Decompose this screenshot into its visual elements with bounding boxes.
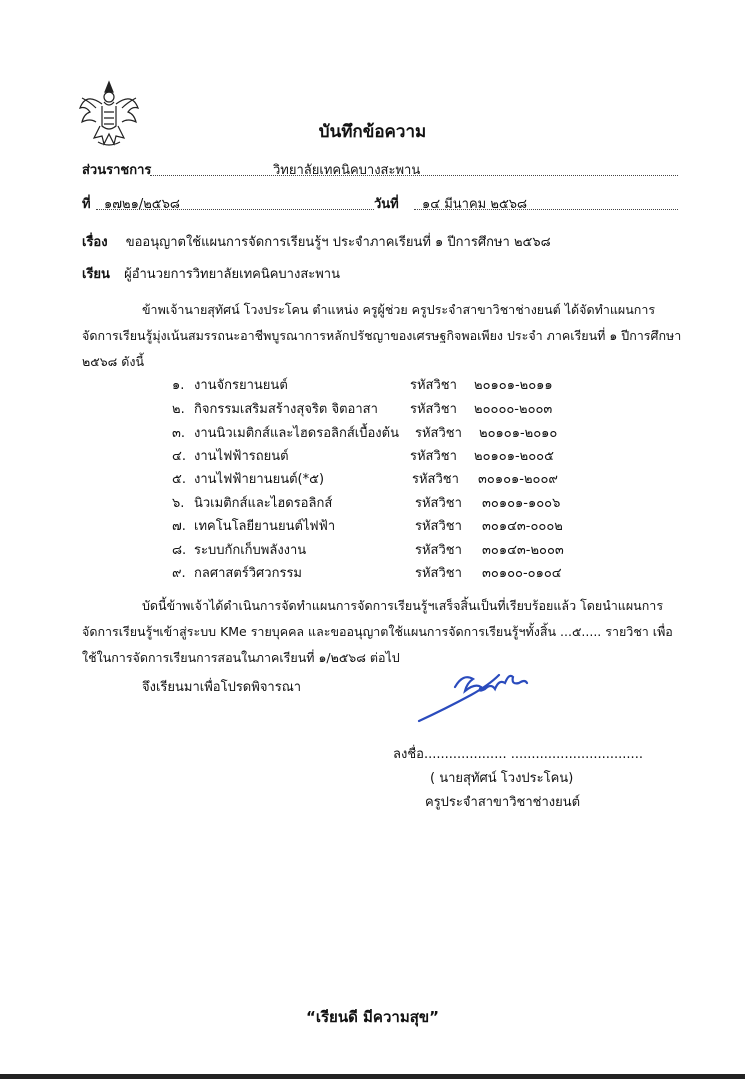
course-name: งานไฟฟ้ารถยนต์: [194, 449, 289, 464]
course-name: งานนิวเมติกส์และไฮดรอลิกส์เบื้องต้น: [194, 426, 399, 441]
course-name: งานไฟฟ้ายานยนต์(*๕): [194, 472, 325, 487]
body-paragraph-1: [82, 297, 682, 375]
subject-value: ขออนุญาตใช้แผนการจัดการเรียนรู้ฯ ประจำภาคเรียนที่ ๑ ปีการศึกษา ๒๕๖๘: [125, 235, 551, 250]
date-value: ๑๔ มีนาคม ๒๕๖๘: [422, 197, 528, 212]
course-code: ๒๐๑๐๑-๒๐๑๐: [479, 426, 558, 441]
course-code-label: รหัสวิชา: [415, 496, 462, 511]
course-number: ๓.: [172, 426, 186, 441]
course-number: ๔.: [172, 449, 186, 464]
course-number: ๙.: [172, 566, 186, 581]
body-paragraph-1-text: ข้าพเจ้านายสุทัศน์ โวงประโคน ตำแหน่ง ครูผู้ช่วย ครูประจำสาขาวิชาช่างยนต์ ได้จัดทำแผนการจัดการเรียนรู้มุ่งเน้นสมรรถนะอาชีพบูรณาการหลักปรัชญาของเศรษฐกิจพอเพียง ประจำ ภาคเรียนที่ ๑ ปีการศึกษา ๒๕๖๘ ดังนี้: [82, 302, 682, 369]
page-title: บันทึกข้อความ: [318, 122, 427, 142]
agency-label: ส่วนราชการ: [82, 163, 152, 178]
list-item: [172, 422, 592, 444]
agency-value: วิทยาลัยเทคนิคบางสะพาน: [273, 163, 421, 178]
course-name: กลศาสตร์วิศวกรรม: [194, 566, 303, 581]
ref-label: ที่: [82, 197, 91, 212]
list-item: [172, 468, 592, 490]
course-code-label: รหัสวิชา: [415, 519, 462, 534]
course-name: กิจกรรมเสริมสร้างสุจริต จิตอาสา: [194, 402, 378, 417]
course-code: ๓๐๑๔๓-๒๐๐๓: [482, 543, 564, 558]
course-number: ๖.: [172, 496, 185, 511]
course-number: ๘.: [172, 543, 187, 558]
list-item: [172, 374, 592, 396]
course-code-label: รหัสวิชา: [410, 449, 457, 464]
list-item: [172, 398, 592, 420]
bottom-border: [0, 1074, 745, 1079]
course-code: ๒๐๐๐๐-๒๐๐๓: [474, 402, 553, 417]
course-code-label: รหัสวิชา: [410, 402, 457, 417]
course-code: ๓๐๑๔๓-๐๐๐๒: [482, 519, 563, 534]
signer-position: ครูประจำสาขาวิชาช่างยนต์: [425, 795, 581, 810]
course-number: ๑.: [172, 378, 185, 393]
agency-row: [82, 159, 151, 180]
course-name: นิวเมติกส์และไฮดรอลิกส์: [194, 496, 333, 511]
to-row: [82, 263, 340, 284]
course-code: ๓๐๑๐๐-๐๑๐๔: [482, 566, 562, 581]
footer-slogan: “เรียนดี มีความสุข”: [306, 1008, 439, 1026]
list-item: [172, 539, 592, 561]
course-number: ๒.: [172, 402, 185, 417]
list-item: [172, 445, 592, 467]
course-number: ๕.: [172, 472, 186, 487]
subject-row: [82, 231, 551, 252]
course-code-label: รหัสวิชา: [410, 378, 457, 393]
course-name: งานจักรยานยนต์: [194, 378, 288, 393]
to-label: เรียน: [82, 267, 110, 282]
course-code-label: รหัสวิชา: [412, 472, 459, 487]
course-code: ๒๐๑๐๑-๒๐๑๑: [474, 378, 553, 393]
course-name: ระบบกักเก็บพลังงาน: [194, 543, 307, 558]
list-item: [172, 492, 592, 514]
course-code: ๓๐๑๐๑-๒๐๐๙: [478, 472, 558, 487]
list-item: [172, 562, 592, 584]
course-code: ๓๐๑๐๑-๑๐๐๖: [482, 496, 561, 511]
list-item: [172, 515, 592, 537]
body-paragraph-2: [82, 593, 682, 671]
ref-value: ๑๗๒๑/๒๕๖๘: [104, 197, 180, 212]
course-code-label: รหัสวิชา: [415, 566, 462, 581]
signer-name: ( นายสุทัศน์ โวงประโคน): [430, 771, 574, 786]
course-name: เทคโนโลยียานยนต์ไฟฟ้า: [194, 519, 336, 534]
to-value: ผู้อำนวยการวิทยาลัยเทคนิคบางสะพาน: [124, 267, 340, 282]
course-code-label: รหัสวิชา: [415, 426, 462, 441]
course-number: ๗.: [172, 519, 186, 534]
signature-image: [415, 665, 535, 727]
closing-line: จึงเรียนมาเพื่อโปรดพิจารณา: [142, 680, 302, 695]
signature-line: ลงชื่อ.................... ................................: [393, 747, 643, 762]
course-code: ๒๐๑๐๑-๒๐๐๕: [474, 449, 554, 464]
date-label: วันที่: [374, 197, 399, 212]
body-paragraph-2-text: บัดนี้ข้าพเจ้าได้ดำเนินการจัดทำแผนการจัดการเรียนรู้ฯเสร็จสิ้นเป็นที่เรียบร้อยแล้ว โดยนำแผนการจัดการเรียนรู้ฯเข้าสู่ระบบ KMe รายบุคคล และขออนุญาตใช้แผนการจัดการเรียนรู้ฯทั้งสิ้น ...๕..... รายวิชา เพื่อใช้ในการจัดการเรียนการสอนในภาคเรียนที่ ๑/๒๕๖๘ ต่อไป: [82, 598, 673, 665]
course-code-label: รหัสวิชา: [415, 543, 462, 558]
subject-label: เรื่อง: [82, 235, 108, 250]
